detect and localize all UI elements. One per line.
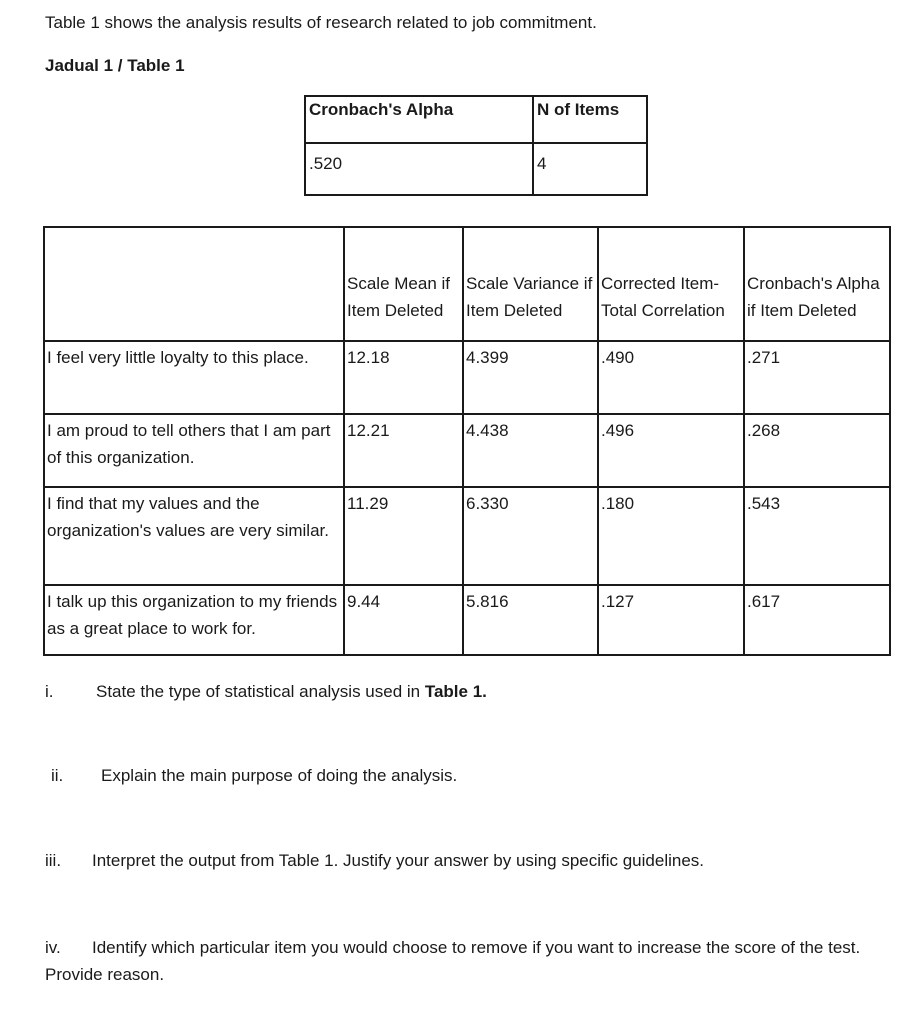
correlation-cell: .490 bbox=[598, 341, 744, 414]
scale-mean-cell: 11.29 bbox=[344, 487, 463, 585]
item-label: I talk up this organization to my friends as a great place to work for. bbox=[44, 585, 344, 655]
alpha-cell: .271 bbox=[744, 341, 890, 414]
scale-variance-cell: 6.330 bbox=[463, 487, 598, 585]
table-header-row bbox=[44, 227, 890, 341]
n-of-items-value: 4 bbox=[533, 143, 647, 195]
intro-text: Table 1 shows the analysis results of research related to job commitment. bbox=[45, 13, 597, 32]
question-number: iv. bbox=[45, 938, 61, 957]
question-number: i. bbox=[45, 682, 54, 701]
header-cronbachs-alpha: Cronbach's Alpha bbox=[305, 96, 533, 143]
question-text: Identify which particular item you would choose to remove if you want to increase the score of the test. Provide reason. bbox=[45, 938, 861, 984]
table-header-row bbox=[305, 96, 647, 143]
header-alpha-if-deleted: Cronbach's Alpha if Item Deleted bbox=[744, 227, 890, 341]
item-label: I am proud to tell others that I am part of this organization. bbox=[44, 414, 344, 487]
question-text: State the type of statistical analysis used in bbox=[96, 682, 425, 701]
correlation-cell: .180 bbox=[598, 487, 744, 585]
cronbachs-alpha-value: .520 bbox=[305, 143, 533, 195]
scale-mean-cell: 9.44 bbox=[344, 585, 463, 655]
scale-mean-cell: 12.21 bbox=[344, 414, 463, 487]
header-corrected-correlation: Corrected Item-Total Correlation bbox=[598, 227, 744, 341]
table-row bbox=[44, 487, 890, 585]
question-1 bbox=[45, 681, 487, 703]
table-row bbox=[305, 143, 647, 195]
reliability-statistics-table bbox=[304, 95, 648, 196]
header-scale-variance: Scale Variance if Item Deleted bbox=[463, 227, 598, 341]
alpha-cell: .543 bbox=[744, 487, 890, 585]
question-bold-ref: Table 1. bbox=[424, 682, 487, 701]
correlation-cell: .127 bbox=[598, 585, 744, 655]
question-4 bbox=[45, 934, 905, 988]
scale-variance-cell: 4.438 bbox=[463, 414, 598, 487]
question-number: ii. bbox=[51, 766, 64, 785]
table-caption: Jadual 1 / Table 1 bbox=[45, 56, 185, 75]
scale-variance-cell: 4.399 bbox=[463, 341, 598, 414]
alpha-cell: .268 bbox=[744, 414, 890, 487]
question-2 bbox=[51, 765, 457, 787]
table-row bbox=[44, 414, 890, 487]
table-row bbox=[44, 585, 890, 655]
header-scale-mean: Scale Mean if Item Deleted bbox=[344, 227, 463, 341]
header-n-of-items: N of Items bbox=[533, 96, 647, 143]
scale-mean-cell: 12.18 bbox=[344, 341, 463, 414]
item-label: I find that my values and the organization's values are very similar. bbox=[44, 487, 344, 585]
question-3 bbox=[45, 850, 704, 872]
scale-variance-cell: 5.816 bbox=[463, 585, 598, 655]
question-text: Explain the main purpose of doing the analysis. bbox=[101, 766, 458, 785]
table-row bbox=[44, 341, 890, 414]
item-label: I feel very little loyalty to this place. bbox=[44, 341, 344, 414]
item-total-statistics-table bbox=[43, 226, 891, 656]
question-number: iii. bbox=[45, 851, 62, 870]
correlation-cell: .496 bbox=[598, 414, 744, 487]
header-item bbox=[44, 227, 344, 341]
alpha-cell: .617 bbox=[744, 585, 890, 655]
question-text: Interpret the output from Table 1. Justify your answer by using specific guidelines. bbox=[92, 851, 705, 870]
